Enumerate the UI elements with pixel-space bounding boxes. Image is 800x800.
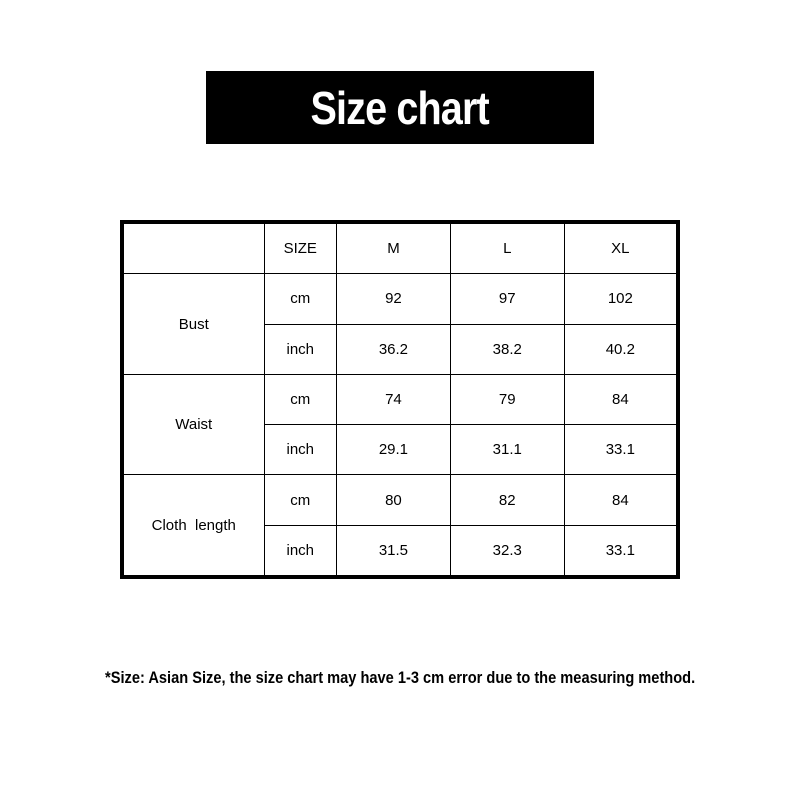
page-title: Size chart <box>310 81 490 134</box>
measurement-label-cloth-length: Cloth length <box>122 475 264 577</box>
measurement-label-bust: Bust <box>122 274 264 375</box>
value-cell: 32.3 <box>450 525 564 577</box>
value-cell: 33.1 <box>564 525 678 577</box>
table-header-row <box>122 222 678 274</box>
unit-cell: inch <box>264 324 337 374</box>
table-row <box>122 274 678 324</box>
header-corner-cell <box>122 222 264 274</box>
value-cell: 31.1 <box>450 425 564 475</box>
header-size-xl: XL <box>564 222 678 274</box>
value-cell: 80 <box>337 475 451 525</box>
unit-cell: cm <box>264 274 337 324</box>
value-cell: 36.2 <box>337 324 451 374</box>
unit-cell: inch <box>264 425 337 475</box>
value-cell: 84 <box>564 475 678 525</box>
header-size-label: SIZE <box>264 222 337 274</box>
footnote-text: *Size: Asian Size, the size chart may have 1-3 cm error due to the measuring method. <box>104 668 696 687</box>
unit-cell: inch <box>264 525 337 577</box>
value-cell: 40.2 <box>564 324 678 374</box>
value-cell: 31.5 <box>337 525 451 577</box>
header-size-m: M <box>337 222 451 274</box>
value-cell: 102 <box>564 274 678 324</box>
value-cell: 92 <box>337 274 451 324</box>
value-cell: 33.1 <box>564 425 678 475</box>
value-cell: 84 <box>564 374 678 424</box>
value-cell: 97 <box>450 274 564 324</box>
measurement-label-waist: Waist <box>122 374 264 475</box>
title-banner <box>206 71 594 144</box>
value-cell: 79 <box>450 374 564 424</box>
table-row <box>122 475 678 525</box>
header-size-l: L <box>450 222 564 274</box>
table-row <box>122 374 678 424</box>
value-cell: 29.1 <box>337 425 451 475</box>
value-cell: 82 <box>450 475 564 525</box>
value-cell: 74 <box>337 374 451 424</box>
unit-cell: cm <box>264 374 337 424</box>
unit-cell: cm <box>264 475 337 525</box>
value-cell: 38.2 <box>450 324 564 374</box>
size-footnote <box>0 668 800 688</box>
size-chart-table <box>120 220 680 579</box>
